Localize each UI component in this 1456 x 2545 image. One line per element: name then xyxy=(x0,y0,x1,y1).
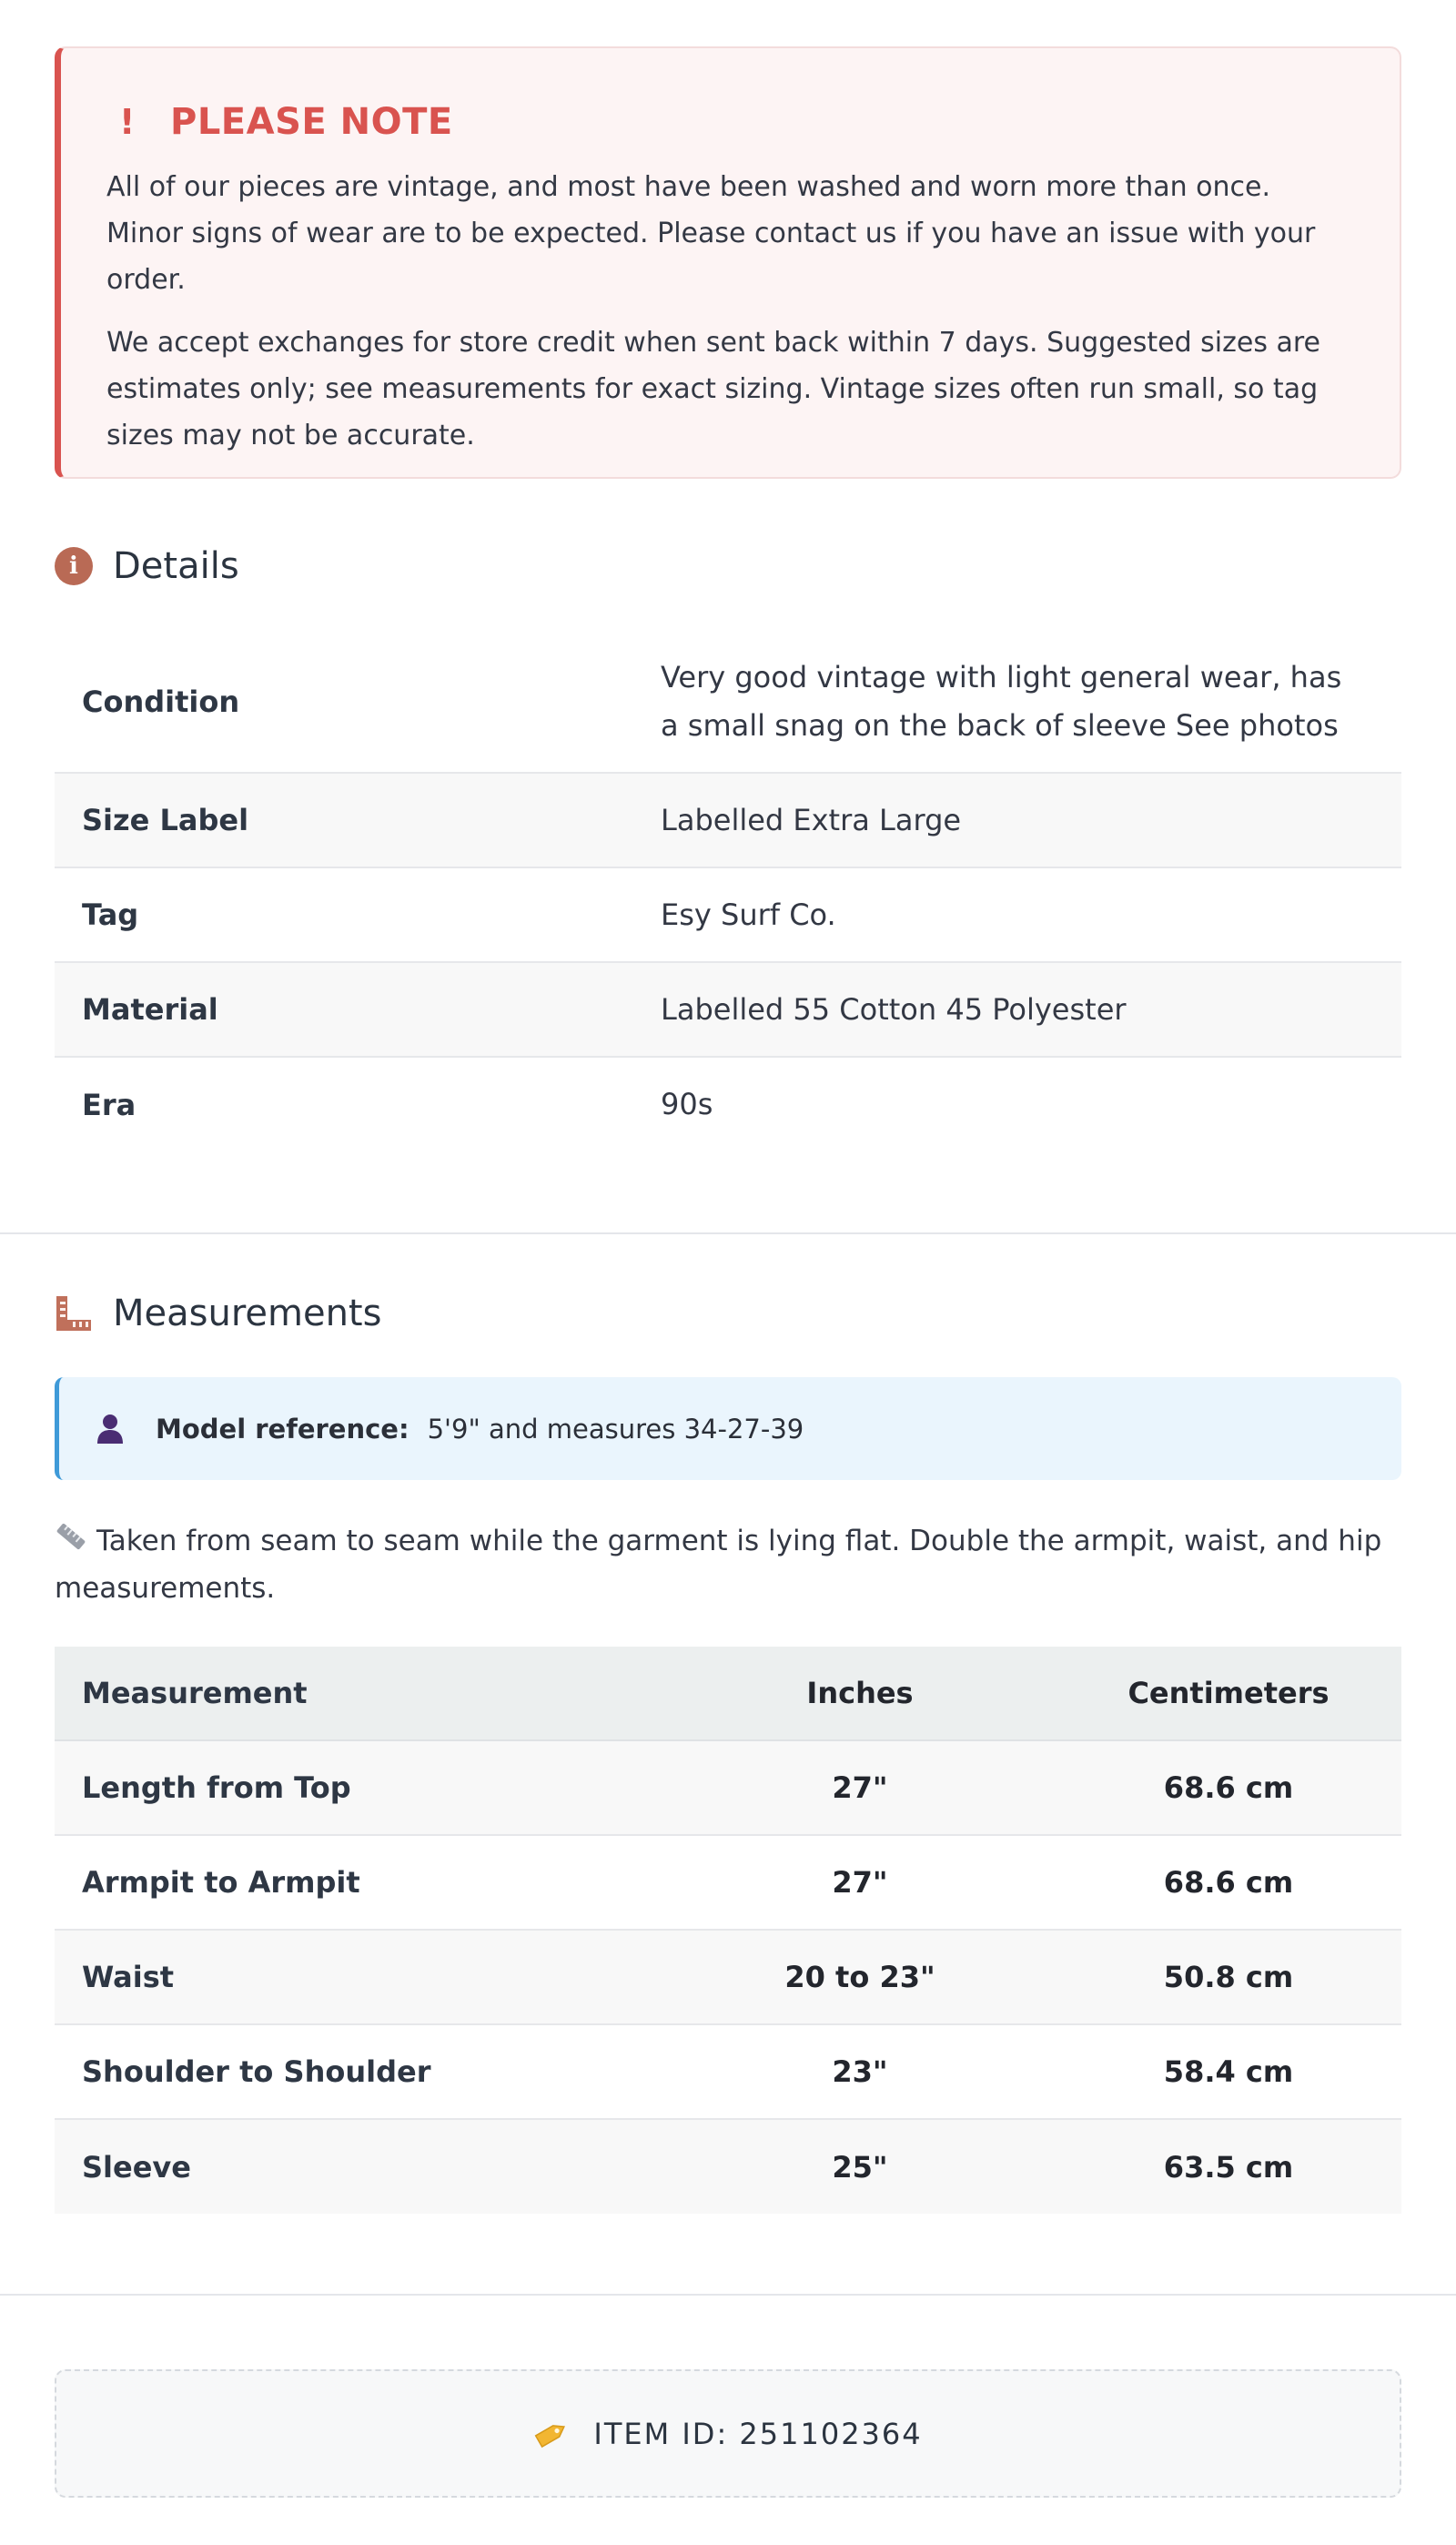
column-header-inches: Inches xyxy=(664,1647,1056,1740)
table-row xyxy=(55,1057,1401,1151)
detail-value: Labelled Extra Large xyxy=(661,773,1401,867)
item-id-label: ITEM ID: 251102364 xyxy=(593,2416,923,2451)
measurement-cm: 68.6 cm xyxy=(1056,1740,1401,1835)
measurement-inches: 23" xyxy=(664,2024,1056,2119)
table-row xyxy=(55,631,1401,773)
table-row xyxy=(55,773,1401,867)
measurement-name: Waist xyxy=(55,1930,664,2024)
measurement-cm: 68.6 cm xyxy=(1056,1835,1401,1930)
ruler-icon xyxy=(55,1294,93,1333)
detail-value: Labelled 55 Cotton 45 Polyester xyxy=(661,962,1401,1057)
section-divider xyxy=(0,2294,1456,2296)
detail-label: Condition xyxy=(55,631,661,773)
detail-label: Tag xyxy=(55,867,661,962)
detail-value: Very good vintage with light general wear, has a small snag on the back of sleeve See photos xyxy=(661,631,1401,773)
measurement-name: Shoulder to Shoulder xyxy=(55,2024,664,2119)
model-reference-value: 5'9" and measures 34-27-39 xyxy=(427,1413,804,1445)
person-icon xyxy=(96,1414,125,1445)
tag-icon xyxy=(533,2418,570,2449)
measurement-cm: 50.8 cm xyxy=(1056,1930,1401,2024)
measurement-inches: 20 to 23" xyxy=(664,1930,1056,2024)
measurement-note xyxy=(55,1518,1401,1612)
table-row xyxy=(55,867,1401,962)
table-row xyxy=(55,2119,1401,2214)
details-title: Details xyxy=(113,545,239,587)
notice-box xyxy=(55,46,1401,479)
exclamation-icon: ! xyxy=(119,102,136,142)
info-icon: i xyxy=(55,547,93,585)
detail-label: Era xyxy=(82,1087,136,1122)
detail-value: Esy Surf Co. xyxy=(661,867,1401,962)
detail-value: 90s xyxy=(661,1087,713,1121)
table-row xyxy=(55,1930,1401,2024)
measurement-cm: 58.4 cm xyxy=(1056,2024,1401,2119)
notice-paragraph: We accept exchanges for store credit when sent back within 7 days. Suggested sizes are estimates only; see measurements for exact sizing. Vintage sizes often run small, so tag sizes may not be accurate. xyxy=(106,327,1321,451)
measurement-name: Length from Top xyxy=(55,1740,664,1835)
notice-title: PLEASE NOTE xyxy=(170,101,453,143)
measurement-inches: 25" xyxy=(664,2119,1056,2214)
detail-label: Size Label xyxy=(55,773,661,867)
model-reference-label: Model reference: xyxy=(156,1413,410,1445)
measurements-table xyxy=(55,1647,1401,2214)
table-header-row xyxy=(55,1647,1401,1740)
measurement-cm: 63.5 cm xyxy=(1056,2119,1401,2214)
item-id-box xyxy=(55,2369,1401,2498)
model-reference-box xyxy=(55,1377,1401,1480)
measurement-name: Sleeve xyxy=(55,2119,664,2214)
pencil-ruler-icon xyxy=(55,1519,87,1566)
table-row xyxy=(55,1740,1401,1835)
table-row xyxy=(55,962,1401,1057)
table-row xyxy=(55,1835,1401,1930)
measurement-inches: 27" xyxy=(664,1835,1056,1930)
measurement-inches: 27" xyxy=(664,1740,1056,1835)
measurement-name: Armpit to Armpit xyxy=(55,1835,664,1930)
details-table xyxy=(55,631,1401,1151)
notice-paragraph: All of our pieces are vintage, and most have been washed and worn more than once. Minor signs of wear are to be expected. Please contact us if you have an issue with your order. xyxy=(106,171,1316,296)
measurement-note-text: Taken from seam to seam while the garment is lying flat. Double the armpit, waist, and hip measurements. xyxy=(55,1525,1382,1605)
detail-label: Material xyxy=(55,962,661,1057)
table-row xyxy=(55,2024,1401,2119)
measurements-title: Measurements xyxy=(113,1293,382,1334)
notice-header xyxy=(106,99,1354,145)
column-header-measurement: Measurement xyxy=(55,1647,664,1740)
details-header xyxy=(55,545,239,587)
section-divider xyxy=(0,1232,1456,1234)
measurements-header xyxy=(55,1293,381,1334)
column-header-centimeters: Centimeters xyxy=(1056,1647,1401,1740)
